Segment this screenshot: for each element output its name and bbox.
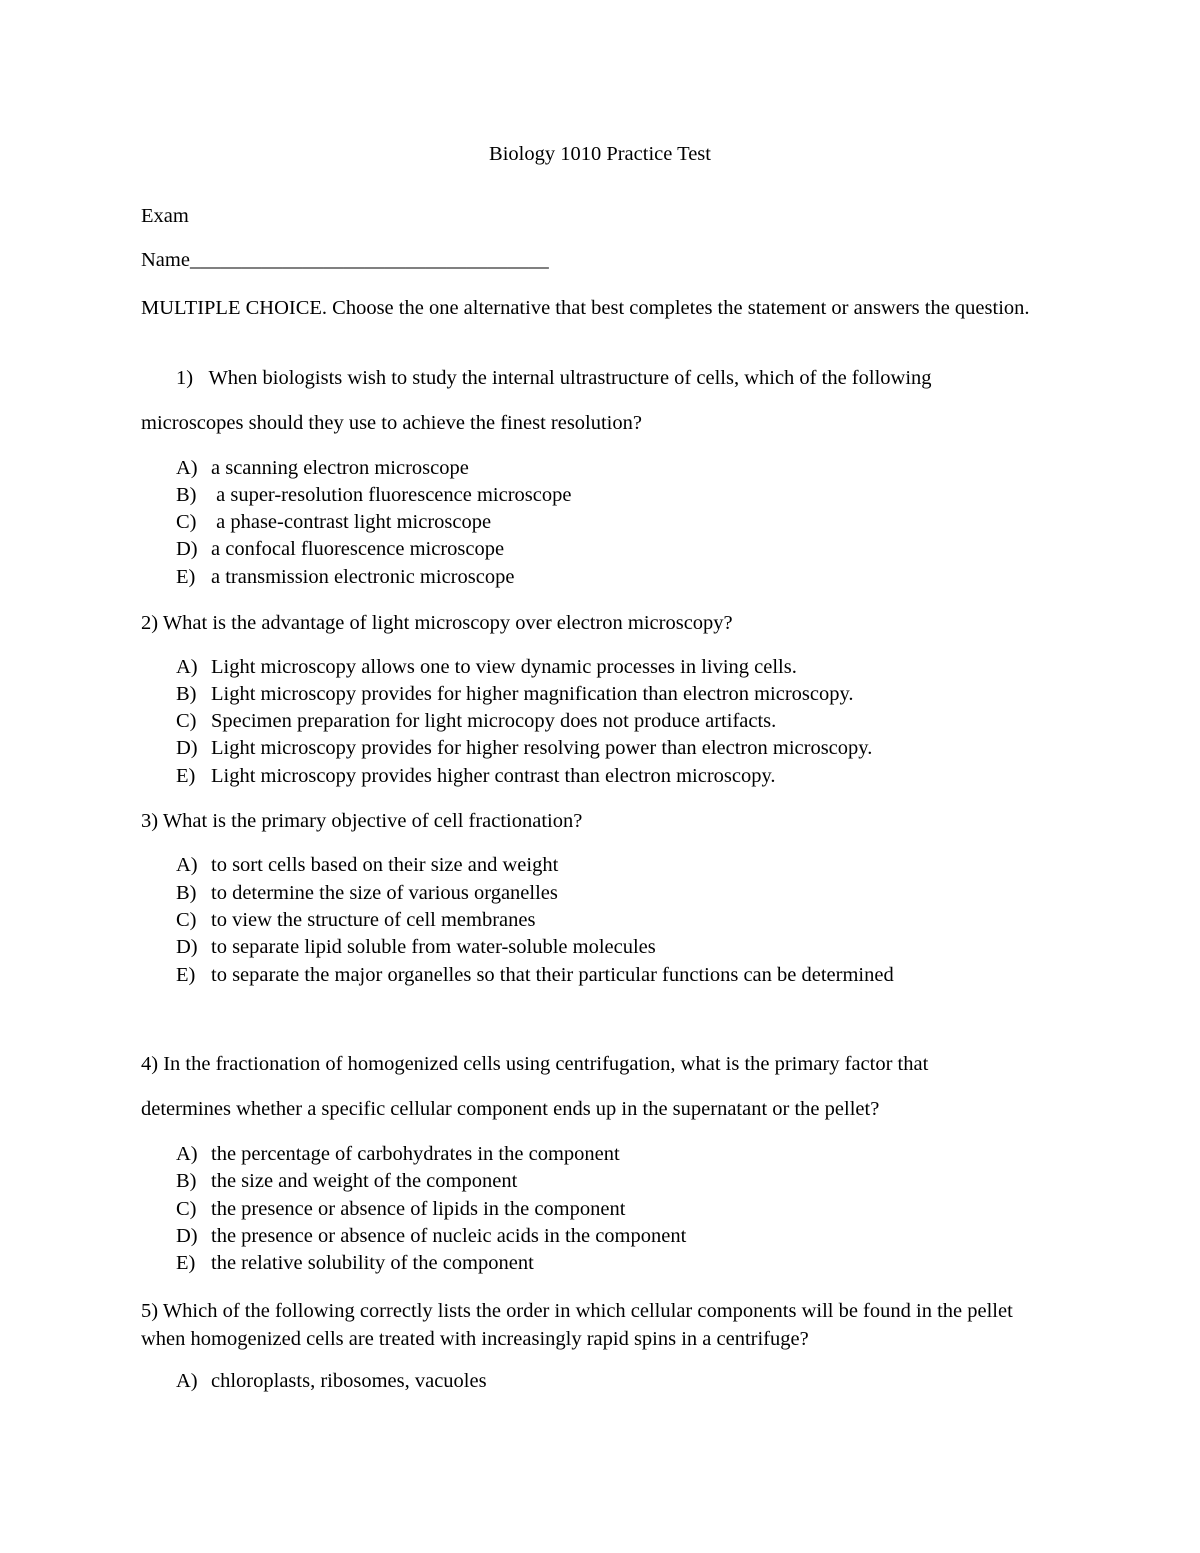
option-label: A) <box>176 854 198 876</box>
option-label: C) <box>176 909 197 931</box>
q4-option-b <box>176 1170 517 1193</box>
option-label: C) <box>176 511 197 533</box>
option-label: A) <box>176 656 198 678</box>
option-text: the size and weight of the component <box>211 1170 518 1192</box>
option-label: B) <box>176 882 197 904</box>
option-label: B) <box>176 1170 197 1192</box>
q3-option-c <box>176 909 535 932</box>
option-label: D) <box>176 1225 198 1247</box>
option-text: to sort cells based on their size and weight <box>211 854 559 876</box>
exam-label: Exam <box>141 205 189 227</box>
q1-option-d <box>176 538 504 561</box>
option-label: E) <box>176 964 196 986</box>
question-4-text-line2: determines whether a specific cellular component ends up in the supernatant or the pellet? <box>141 1098 880 1120</box>
name-line: Name___________________________________ <box>141 249 549 271</box>
option-text: a phase-contrast light microscope <box>211 511 492 533</box>
question-1-number: 1) <box>176 367 194 389</box>
option-text: a confocal fluorescence microscope <box>211 538 505 560</box>
question-3-text: 3) What is the primary objective of cell fractionation? <box>141 810 583 832</box>
question-2-text: 2) What is the advantage of light microscopy over electron microscopy? <box>141 612 733 634</box>
q1-option-c <box>176 511 491 534</box>
option-text: a scanning electron microscope <box>211 457 469 479</box>
option-label: A) <box>176 1143 198 1165</box>
option-label: A) <box>176 457 198 479</box>
question-1-line1 <box>176 367 932 390</box>
option-text: Light microscopy provides for higher magnification than electron microscopy. <box>211 683 854 705</box>
q1-option-b <box>176 484 571 507</box>
option-label: D) <box>176 936 198 958</box>
option-text: the percentage of carbohydrates in the component <box>211 1143 620 1165</box>
option-label: C) <box>176 1198 197 1220</box>
q2-option-b <box>176 683 854 706</box>
option-text: a transmission electronic microscope <box>211 566 515 588</box>
option-text: the presence or absence of nucleic acids in the component <box>211 1225 687 1247</box>
q3-option-e <box>176 964 894 987</box>
option-label: E) <box>176 765 196 787</box>
q3-option-b <box>176 882 558 905</box>
question-5-text: 5) Which of the following correctly lists the order in which cellular components will be found in the pellet when homogenized cells are treated with increasingly rapid spins in a centrifuge? <box>141 1300 1013 1350</box>
option-text: to separate lipid soluble from water-soluble molecules <box>211 936 656 958</box>
q3-option-d <box>176 936 656 959</box>
q4-option-e <box>176 1252 534 1275</box>
q1-option-e <box>176 566 514 589</box>
q2-option-e <box>176 765 776 788</box>
q2-option-c <box>176 710 776 733</box>
option-label: E) <box>176 1252 196 1274</box>
q4-option-d <box>176 1225 686 1248</box>
option-label: D) <box>176 737 198 759</box>
option-text: to determine the size of various organelles <box>211 882 558 904</box>
q1-option-a <box>176 457 469 480</box>
option-label: D) <box>176 538 198 560</box>
option-text: Specimen preparation for light microcopy does not produce artifacts. <box>211 710 777 732</box>
q2-option-d <box>176 737 872 760</box>
q4-option-c <box>176 1198 625 1221</box>
page-title: Biology 1010 Practice Test <box>489 143 711 165</box>
option-text: Light microscopy provides for higher resolving power than electron microscopy. <box>211 737 873 759</box>
option-text: the relative solubility of the component <box>211 1252 534 1274</box>
q4-option-a <box>176 1143 620 1166</box>
question-1-text-line1: When biologists wish to study the internal ultrastructure of cells, which of the following <box>208 367 932 389</box>
option-label: A) <box>176 1370 198 1392</box>
option-text: the presence or absence of lipids in the component <box>211 1198 626 1220</box>
option-label: E) <box>176 566 196 588</box>
q3-option-a <box>176 854 558 877</box>
option-text: to separate the major organelles so that their particular functions can be determined <box>211 964 894 986</box>
option-text: Light microscopy allows one to view dynamic processes in living cells. <box>211 656 797 678</box>
option-label: B) <box>176 484 197 506</box>
option-text: chloroplasts, ribosomes, vacuoles <box>211 1370 487 1392</box>
question-4-text-line1: 4) In the fractionation of homogenized cells using centrifugation, what is the primary factor that <box>141 1053 929 1075</box>
option-text: Light microscopy provides higher contrast than electron microscopy. <box>211 765 776 787</box>
question-1-text-line2: microscopes should they use to achieve the finest resolution? <box>141 412 642 434</box>
q2-option-a <box>176 656 797 679</box>
option-text: a super-resolution fluorescence microscope <box>211 484 572 506</box>
instructions: MULTIPLE CHOICE. Choose the one alternative that best completes the statement or answers the question. <box>141 297 1030 319</box>
option-label: C) <box>176 710 197 732</box>
option-text: to view the structure of cell membranes <box>211 909 536 931</box>
option-label: B) <box>176 683 197 705</box>
q5-option-a <box>176 1370 487 1393</box>
